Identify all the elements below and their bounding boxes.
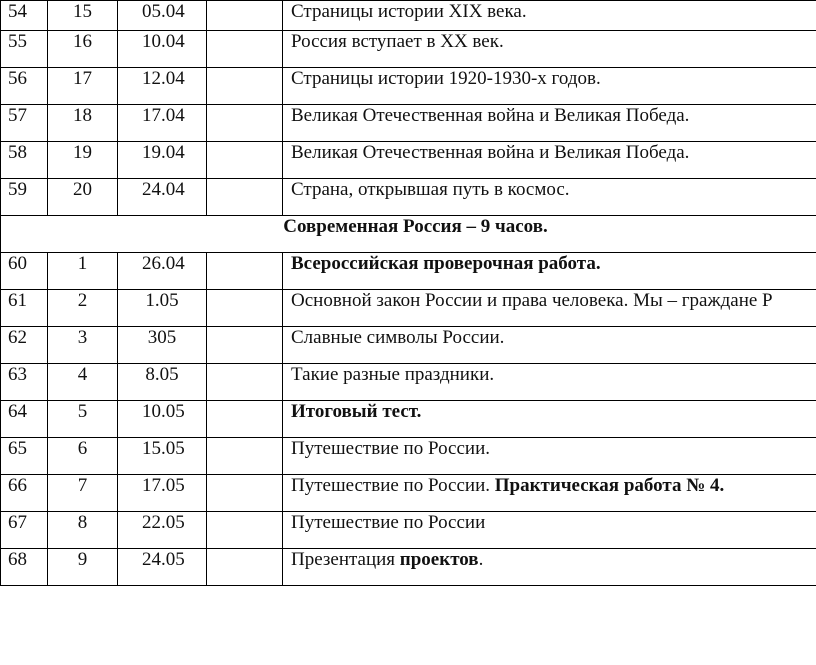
lesson-date-cell: 8.05 — [118, 364, 207, 401]
actual-date-cell — [207, 364, 283, 401]
table-row — [1, 290, 816, 327]
section-lesson-index-cell: 15 — [48, 1, 118, 31]
table-row — [1, 142, 816, 179]
actual-date-cell — [207, 1, 283, 31]
table-row — [1, 549, 816, 586]
section-lesson-index-cell: 5 — [48, 401, 118, 438]
table-row — [1, 179, 816, 216]
table-row — [1, 1, 816, 31]
lesson-date-cell: 05.04 — [118, 1, 207, 31]
section-header-row — [1, 216, 816, 253]
section-lesson-index-cell: 6 — [48, 438, 118, 475]
lesson-number-cell: 60 — [1, 253, 48, 290]
lesson-date-cell: 15.05 — [118, 438, 207, 475]
actual-date-cell — [207, 327, 283, 364]
lesson-topic-cell — [283, 1, 816, 31]
lesson-topic-cell — [283, 253, 816, 290]
lesson-topic-cell — [283, 438, 816, 475]
lesson-topic-text: Основной закон России и права человека. Мы – граждане Р — [291, 290, 773, 311]
section-lesson-index-cell: 8 — [48, 512, 118, 549]
table-row — [1, 327, 816, 364]
lesson-number-cell: 64 — [1, 401, 48, 438]
lesson-topic-text: Такие разные праздники. — [291, 364, 495, 385]
actual-date-cell — [207, 142, 283, 179]
actual-date-cell — [207, 512, 283, 549]
lesson-topic-cell — [283, 179, 816, 216]
section-lesson-index-cell: 16 — [48, 31, 118, 68]
lesson-topic-cell — [283, 549, 816, 586]
section-lesson-index-cell: 18 — [48, 105, 118, 142]
lesson-topic-cell — [283, 290, 816, 327]
table-row — [1, 253, 816, 290]
lesson-date-cell: 305 — [118, 327, 207, 364]
lesson-topic-cell — [283, 364, 816, 401]
lesson-topic-text: Страницы истории 1920-1930-х годов. — [291, 68, 601, 89]
lesson-number-cell: 55 — [1, 31, 48, 68]
lesson-topic-cell — [283, 512, 816, 549]
lesson-date-cell: 24.04 — [118, 179, 207, 216]
lesson-number-cell: 56 — [1, 68, 48, 105]
lesson-number-cell: 68 — [1, 549, 48, 586]
table-row — [1, 438, 816, 475]
actual-date-cell — [207, 475, 283, 512]
lesson-date-cell: 24.05 — [118, 549, 207, 586]
actual-date-cell — [207, 105, 283, 142]
lesson-topic-text: Итоговый тест. — [291, 401, 422, 422]
section-lesson-index-cell: 20 — [48, 179, 118, 216]
lesson-number-cell: 63 — [1, 364, 48, 401]
lesson-topic-text: Страницы истории XIX века. — [291, 1, 527, 22]
lesson-number-cell: 67 — [1, 512, 48, 549]
lesson-topic-cell — [283, 401, 816, 438]
section-lesson-index-cell: 2 — [48, 290, 118, 327]
table-row — [1, 475, 816, 512]
table-row — [1, 512, 816, 549]
lesson-date-cell: 17.04 — [118, 105, 207, 142]
actual-date-cell — [207, 549, 283, 586]
lesson-topic-text: Россия вступает в XX век. — [291, 31, 504, 52]
lesson-topic-text: Путешествие по России — [291, 512, 486, 533]
lesson-number-cell: 57 — [1, 105, 48, 142]
section-lesson-index-cell: 4 — [48, 364, 118, 401]
lesson-date-cell: 10.04 — [118, 31, 207, 68]
lesson-date-cell: 10.05 — [118, 401, 207, 438]
lesson-number-cell: 58 — [1, 142, 48, 179]
lesson-topic-text: Путешествие по России. — [291, 438, 490, 459]
lesson-number-cell: 54 — [1, 1, 48, 31]
section-lesson-index-cell: 19 — [48, 142, 118, 179]
section-lesson-index-cell: 3 — [48, 327, 118, 364]
lesson-topic-text: Великая Отечественная война и Великая Победа. — [291, 105, 690, 126]
lesson-topic-tail: . — [478, 549, 484, 570]
lesson-date-cell: 19.04 — [118, 142, 207, 179]
table-row — [1, 31, 816, 68]
lesson-topic-text: Страна, открывшая путь в космос. — [291, 179, 570, 200]
table-row — [1, 105, 816, 142]
lesson-topic-cell — [283, 105, 816, 142]
lesson-topic-text: Всероссийская проверочная работа. — [291, 253, 601, 274]
lesson-number-cell: 61 — [1, 290, 48, 327]
lesson-number-cell: 62 — [1, 327, 48, 364]
lesson-number-cell: 65 — [1, 438, 48, 475]
lesson-topic-emphasis: проектов — [399, 549, 479, 570]
lesson-date-cell: 22.05 — [118, 512, 207, 549]
lesson-topic-cell — [283, 68, 816, 105]
section-lesson-index-cell: 7 — [48, 475, 118, 512]
table-row — [1, 68, 816, 105]
lesson-date-cell: 12.04 — [118, 68, 207, 105]
section-lesson-index-cell: 9 — [48, 549, 118, 586]
lesson-topic-cell — [283, 327, 816, 364]
actual-date-cell — [207, 31, 283, 68]
lesson-topic-text: Путешествие по России. — [291, 475, 495, 496]
actual-date-cell — [207, 401, 283, 438]
actual-date-cell — [207, 179, 283, 216]
actual-date-cell — [207, 290, 283, 327]
actual-date-cell — [207, 68, 283, 105]
actual-date-cell — [207, 253, 283, 290]
actual-date-cell — [207, 438, 283, 475]
lesson-date-cell: 1.05 — [118, 290, 207, 327]
lesson-number-cell: 59 — [1, 179, 48, 216]
lesson-topic-text: Славные символы России. — [291, 327, 505, 348]
lesson-date-cell: 17.05 — [118, 475, 207, 512]
section-title: Современная Россия – 9 часов. — [1, 216, 816, 253]
lesson-topic-cell — [283, 475, 816, 512]
lesson-topic-cell — [283, 142, 816, 179]
lesson-number-cell: 66 — [1, 475, 48, 512]
table-row — [1, 401, 816, 438]
lesson-topic-text: Великая Отечественная война и Великая Победа. — [291, 142, 690, 163]
lesson-topic-text: Презентация — [291, 549, 400, 570]
lesson-date-cell: 26.04 — [118, 253, 207, 290]
table-row — [1, 364, 816, 401]
lesson-topic-emphasis: Практическая работа № 4. — [494, 475, 725, 496]
section-lesson-index-cell: 1 — [48, 253, 118, 290]
section-lesson-index-cell: 17 — [48, 68, 118, 105]
lesson-topic-cell — [283, 31, 816, 68]
